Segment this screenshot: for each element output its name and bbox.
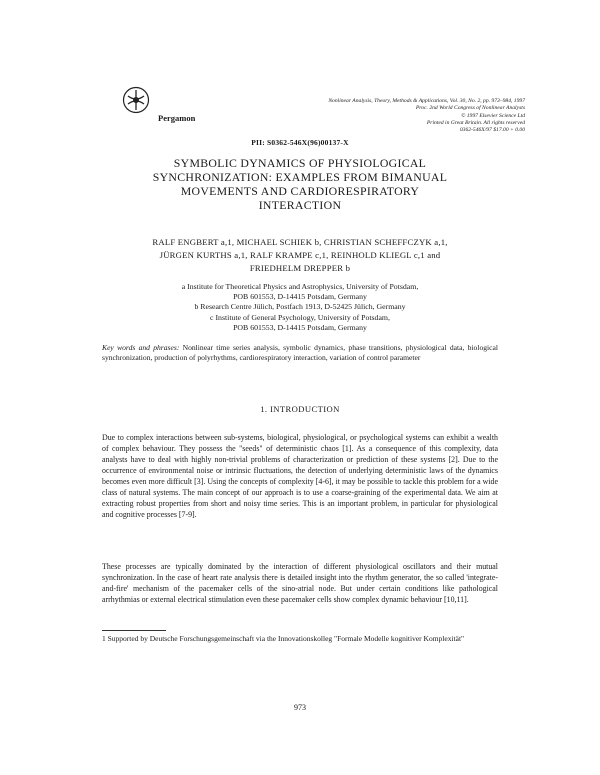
title-line: INTERACTION (258, 198, 342, 212)
pergamon-logo-icon (122, 86, 150, 114)
title-line: MOVEMENTS AND CARDIORESPIRATORY (180, 184, 420, 198)
title-line: SYNCHRONIZATION: EXAMPLES FROM BIMANUAL (152, 170, 448, 184)
publisher-logo (122, 86, 150, 114)
keywords-text: Nonlinear time series analysis, symbolic dynamics, phase transitions, physiological data, biological synchronization, production of polyrhythms, cardiorespiratory interaction, variation of control parameter (102, 343, 499, 363)
journal-citation (285, 98, 525, 134)
journal-line: Proc. 2nd World Congress of Nonlinear Analysts (415, 105, 525, 112)
footnote: 1 Supported by Deutsche Forschungsgemeinschaft via the Innovationskolleg "Formale Modelle kognitiver Komplexität" (102, 634, 465, 643)
title-line: SYMBOLIC DYNAMICS OF PHYSIOLOGICAL (173, 156, 427, 170)
author-line: FRIEDHELM DREPPER b (249, 263, 351, 273)
section-heading: 1. INTRODUCTION (260, 404, 340, 414)
page-number: 973 (294, 703, 306, 712)
journal-line: 0362-546X/97 $17.00 + 0.00 (459, 127, 525, 134)
affiliation-line: c Institute of General Psychology, University of Potsdam, (210, 312, 390, 322)
body-paragraph: Due to complex interactions between sub-systems, biological, physiological, or psychological systems can exhibit a wealth of complex behaviour. They possess the "seeds" of deterministic chaos [1]. As a consequence of this complexity, data analysts have to deal with highly non-trivial problems of characterization or prediction of these systems [2]. Due to the occurrence of environmental noise or intrinsic fluctuations, the detection of underlying deterministic laws of the dynamics becomes even more difficult [3]. Using the concepts of complexity [4-6], it may be possible to tackle this problem for a wide class of natural systems. The main concept of our approach is to use a coarse-graining of the experimental data. We aim at extracting robust properties from short and noisy time series. This is an important problem, in particular for physiological and cognitive processes [7-9]. (102, 433, 498, 519)
affiliation-line: a Institute for Theoretical Physics and Astrophysics, University of Potsdam, (181, 282, 419, 291)
journal-line: Nonlinear Analysis, Theory, Methods & Applications, Vol. 30, No. 2, pp. 973–984, 1997 (328, 98, 525, 104)
affiliation-line: POB 601553, D-14415 Potsdam, Germany (233, 322, 367, 332)
author-line: RALF ENGBERT a,1, MICHAEL SCHIEK b, CHRISTIAN SCHEFFCZYK a,1, (152, 237, 448, 247)
article-title (140, 156, 460, 212)
footnote-rule (102, 630, 166, 631)
keywords (102, 343, 498, 363)
affiliation-line: b Research Centre Jülich, Postfach 1913, D-52425 Jülich, Germany (194, 302, 406, 312)
publisher-name: Pergamon (158, 113, 196, 123)
keywords-label: Key words and phrases: (102, 343, 180, 352)
affiliations (160, 282, 440, 333)
journal-line: © 1997 Elsevier Science Ltd (461, 112, 525, 119)
author-line: JÜRGEN KURTHS a,1, RALF KRAMPE c,1, REINHOLD KLIEGL c,1 and (159, 250, 441, 260)
journal-line: Printed in Great Britain. All rights reserved (426, 119, 525, 126)
body-paragraph: These processes are typically dominated by the interaction of different physiological oscillators and their mutual synchronization. In the case of heart rate analysis there is detailed insight into the rhythm generator, the so called 'integrate-and-fire' mechanism of the pacemaker cells of the sino-atrial node. But under certain conditions like pathological arrhythmias or external electrical stimulation even these pacemaker cells show complex dynamic behaviour [10,11]. (102, 562, 498, 604)
pii-identifier: PII: S0362-546X(96)00137-X (251, 138, 349, 147)
author-list (130, 236, 470, 275)
affiliation-line: POB 601553, D-14415 Potsdam, Germany (233, 292, 367, 302)
